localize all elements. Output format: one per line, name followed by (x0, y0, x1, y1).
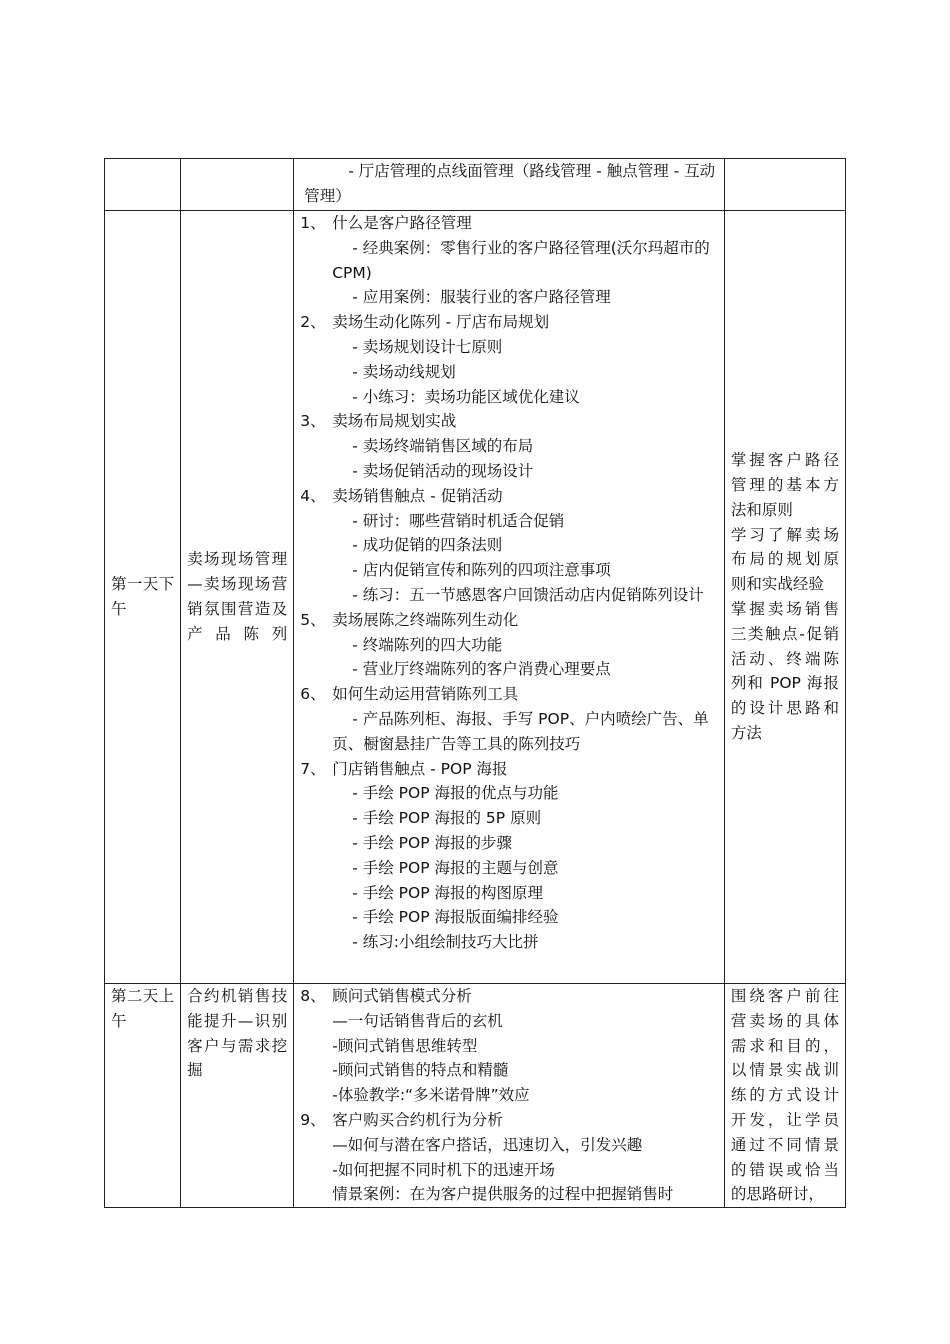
detail-line: —一句话销售背后的玄机 (332, 1011, 503, 1030)
sub-item: - 卖场促销活动的现场设计 (352, 461, 534, 480)
list-item (300, 310, 718, 335)
sub-item: - 经典案例：零售行业的客户路径管理(沃尔玛超市的 CPM) (332, 238, 710, 282)
goal-cell: 围绕客户前往营卖场的具体需求和目的，以情景实战训练的方式设计开发，让学员通过不同情景的错误或恰当的思路研讨， (724, 984, 845, 1208)
sub-item: - 手绘 POP 海报的 5P 原则 (352, 809, 542, 828)
goal-line: 学习了解卖场布局的规划原则和实战经验 (730, 525, 839, 594)
list-item-text: 门店销售触点 - POP 海报 (332, 759, 508, 778)
goal-cell (724, 159, 845, 211)
sub-item: - 卖场终端销售区域的布局 (352, 437, 534, 456)
list-item (300, 608, 718, 633)
list-item (300, 409, 718, 434)
list-item-text: 卖场展陈之终端陈列生动化 (332, 610, 519, 629)
topic-cell: 卖场现场管理—卖场现场营销氛围营造及产品陈列 (181, 211, 294, 984)
list-item-text: 卖场布局规划实战 (332, 412, 457, 431)
detail-line: -体验教学:“多米诺骨牌”效应 (332, 1086, 530, 1105)
topic-cell: 合约机销售技能提升—识别客户与需求挖掘 (181, 984, 294, 1208)
sub-item: - 应用案例：服装行业的客户路径管理 (352, 288, 611, 307)
topic-cell (181, 159, 294, 211)
list-item (300, 1108, 718, 1133)
time-cell: 第一天下午 (105, 211, 181, 984)
list-item-text: 如何生动运用营销陈列工具 (332, 685, 519, 704)
detail-line: 情景案例：在为客户提供服务的过程中把握销售时 (332, 1185, 674, 1204)
detail-line: -如何把握不同时机下的迅速开场 (332, 1160, 555, 1179)
sub-item: - 研讨：哪些营销时机适合促销 (352, 511, 565, 530)
list-item-text: 顾问式销售模式分析 (332, 987, 472, 1005)
list-item-text: 什么是客户路径管理 (332, 214, 472, 232)
detail-line: —如何与潜在客户搭话，迅速切入，引发兴趣 (332, 1135, 643, 1154)
goal-line: 掌握客户路径管理的基本方法和原则 (730, 451, 839, 519)
time-cell: 第二天上午 (105, 984, 181, 1208)
table-row (105, 211, 846, 984)
list-item-text: 卖场生动化陈列 - 厅店布局规划 (332, 313, 550, 332)
list-item (300, 984, 718, 1009)
list-number: 7、 (300, 759, 326, 778)
table-row (105, 984, 846, 1208)
list-number: 5、 (300, 610, 326, 629)
sub-item: - 手绘 POP 海报的主题与创意 (352, 858, 559, 877)
list-number: 3、 (300, 412, 326, 431)
sub-item: - 手绘 POP 海报的步骤 (352, 833, 513, 852)
sub-item: - 营业厅终端陈列的客户消费心理要点 (352, 660, 611, 679)
time-cell (105, 159, 181, 211)
list-number: 9、 (300, 1110, 326, 1129)
list-number: 8、 (300, 987, 326, 1005)
sub-item: - 店内促销宣传和陈列的四项注意事项 (352, 561, 611, 580)
list-number: 6、 (300, 685, 326, 704)
sub-item: - 小练习：卖场功能区域优化建议 (352, 387, 580, 406)
detail-line: -顾问式销售的特点和精髓 (332, 1061, 509, 1080)
list-item-text: 客户购买合约机行为分析 (332, 1110, 503, 1129)
sub-item: - 卖场规划设计七原则 (352, 337, 503, 356)
content-cell (294, 159, 725, 211)
list-number: 2、 (300, 313, 326, 332)
list-item (300, 484, 718, 509)
continued-item: - 厅店管理的点线面管理（路线管理 - 触点管理 - 互动管理） (304, 162, 716, 205)
sub-item: - 手绘 POP 海报的构图原理 (352, 883, 544, 902)
sub-item: - 手绘 POP 海报版面编排经验 (352, 908, 559, 927)
list-number: 4、 (300, 486, 326, 505)
sub-item: - 产品陈列柜、海报、手写 POP、户内喷绘广告、单页、橱窗悬挂广告等工具的陈列技巧 (332, 709, 709, 753)
course-schedule-table (104, 158, 846, 1208)
sub-item: - 成功促销的四条法则 (352, 536, 503, 555)
content-cell (294, 211, 725, 984)
list-item (300, 682, 718, 707)
list-item (300, 757, 718, 782)
goal-line: 掌握卖场销售三类触点-促销活动、终端陈列和 POP 海报的设计思路和方法 (730, 600, 839, 742)
list-number: 1、 (300, 214, 326, 232)
list-item (300, 211, 718, 236)
sub-item: - 练习：五一节感恩客户回馈活动店内促销陈列设计 (352, 585, 704, 604)
sub-item: - 终端陈列的四大功能 (352, 635, 503, 654)
list-item-text: 卖场销售触点 - 促销活动 (332, 486, 503, 505)
table-row (105, 159, 846, 211)
content-cell (294, 984, 725, 1208)
goal-cell (724, 211, 845, 984)
sub-item: - 练习:小组绘制技巧大比拼 (352, 933, 539, 952)
detail-line: -顾问式销售思维转型 (332, 1036, 478, 1055)
sub-item: - 卖场动线规划 (352, 362, 456, 381)
sub-item: - 手绘 POP 海报的优点与功能 (352, 784, 559, 803)
